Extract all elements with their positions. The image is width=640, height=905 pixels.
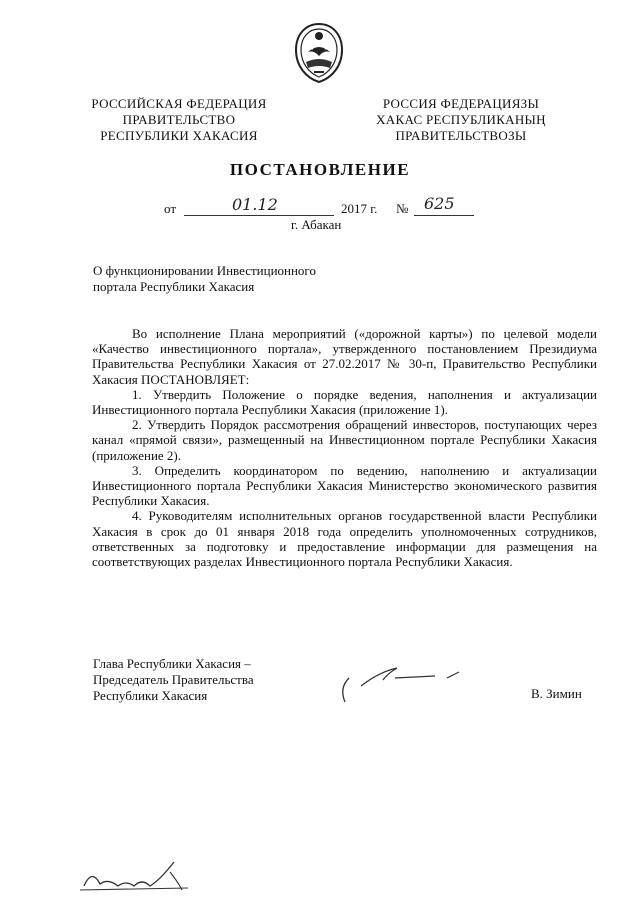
header-left-line: РЕСПУБЛИКИ ХАКАСИЯ <box>100 128 258 143</box>
signatory-position-line: Республики Хакасия <box>93 688 208 703</box>
document-title: ПОСТАНОВЛЕНИЕ <box>229 160 411 179</box>
signatory-position <box>93 656 254 704</box>
document-year: 2017 г. <box>341 201 378 216</box>
handwritten-number: 625 <box>424 194 455 213</box>
subject-line: портала Республики Хакасия <box>93 279 255 294</box>
header-right-line: ПРАВИТЕЛЬСТВОЗЫ <box>395 128 527 143</box>
header-right-line: ХАКАС РЕСПУБЛИКАНЫҢ <box>376 112 546 127</box>
header-right-block <box>356 96 566 144</box>
document-subject <box>93 263 316 295</box>
body-paragraph: 3. Определить координатором по ведению, наполнению и актуализации Инвестиционного портала Республики Хакасия Министерство экономического развития Республики Хакасия. <box>92 462 597 509</box>
document-body <box>92 326 597 569</box>
coat-of-arms-emblem <box>290 22 348 84</box>
document-city: г. Абакан <box>291 217 342 232</box>
header-right-line: РОССИЯ ФЕДЕРАЦИЯЗЫ <box>382 96 540 111</box>
body-paragraph: Во исполнение Плана мероприятий («дорожной карты») по целевой модели «Качество инвестиционного портала», утвержденного постановлением Президиума Правительства Республики Хакасия от 27.02.2017 № 30-п, Правительство Республики Хакасия ПОСТАНОВЛЯЕТ: <box>92 326 597 387</box>
subject-line: О функционировании Инвестиционного <box>93 263 316 278</box>
header-left-line: ПРАВИТЕЛЬСТВО <box>122 112 236 127</box>
body-paragraph: 4. Руководителям исполнительных органов государственной власти Республики Хакасия в срок до 01 января 2018 года определить уполномоченных сотрудников, ответственных за подготовку и предоставление информации для размещения на соответствующих разделах Инвестиционного портала Республики Хакасия. <box>92 508 597 570</box>
signatory-position-line: Председатель Правительства <box>93 672 254 687</box>
handwritten-date: 01.12 <box>232 195 278 214</box>
header-left-block <box>80 96 278 144</box>
signature-scribble <box>335 660 475 710</box>
number-label: № <box>396 201 409 216</box>
body-paragraph: 2. Утвердить Порядок рассмотрения обращений инвесторов, поступающих через канал «прямой связи», размещенный на Инвестиционном портале Республики Хакасия (приложение 2). <box>92 417 597 463</box>
approval-signature-scribble <box>78 858 198 898</box>
date-from-label: от <box>164 201 177 216</box>
signatory-position-line: Глава Республики Хакасия – <box>93 656 251 671</box>
header-left-line: РОССИЙСКАЯ ФЕДЕРАЦИЯ <box>91 96 267 111</box>
body-paragraph: 1. Утвердить Положение о порядке ведения, наполнения и актуализации Инвестиционного портала Республики Хакасия (приложение 1). <box>92 386 597 418</box>
signatory-name: В. Зимин <box>531 686 582 701</box>
